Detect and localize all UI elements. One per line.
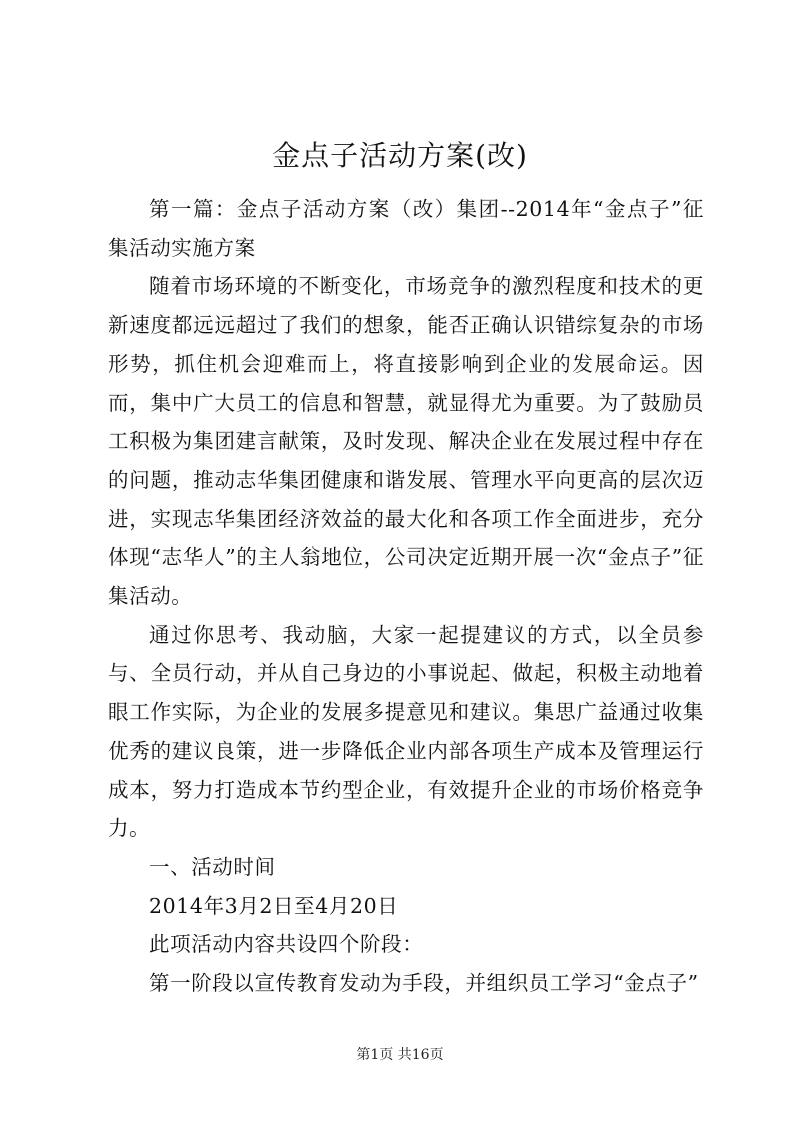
document-body: [108, 190, 704, 1003]
section-heading-activity-time: 一、活动时间: [149, 854, 276, 879]
paragraph-date-range: 2014年3月2日至4月20日: [149, 893, 399, 918]
paragraph-method: 通过你思考、我动脑，大家一起提建议的方式，以全员参与、全员行动，并从自己身边的小事说起、做起，积极主动地着眼工作实际，为企业的发展多提意见和建议。集思广益通过收集优秀的建议良策，进一步降低企业内部各项生产成本及管理运行成本，努力打造成本节约型企业，有效提升企业的市场价格竞争力。: [108, 622, 704, 841]
paragraph-background: 随着市场环境的不断变化，市场竞争的激烈程度和技术的更新速度都远远超过了我们的想象，能否正确认识错综复杂的市场形势，抓住机会迎难而上，将直接影响到企业的发展命运。因而，集中广大员工的信息和智慧，就显得尤为重要。为了鼓励员工积极为集团建言献策，及时发现、解决企业在发展过程中存在的问题，推动志华集团健康和谐发展、管理水平向更高的层次迈进，实现志华集团经济效益的最大化和各项工作全面进步，充分体现“志华人”的主人翁地位，公司决定近期开展一次“金点子”征集活动。: [108, 274, 704, 609]
document-title: 金点子活动方案(改): [272, 139, 528, 172]
paragraph-stage-one: 第一阶段以宣传教育发动为手段，并组织员工学习“金点子”: [149, 971, 699, 996]
paragraph-stages-intro: 此项活动内容共设四个阶段：: [149, 932, 424, 957]
page-footer: 第1页 共16页: [356, 1047, 444, 1063]
paragraph-heading: 第一篇：金点子活动方案（改）集团--2014年“金点子”征集活动实施方案: [108, 197, 704, 260]
